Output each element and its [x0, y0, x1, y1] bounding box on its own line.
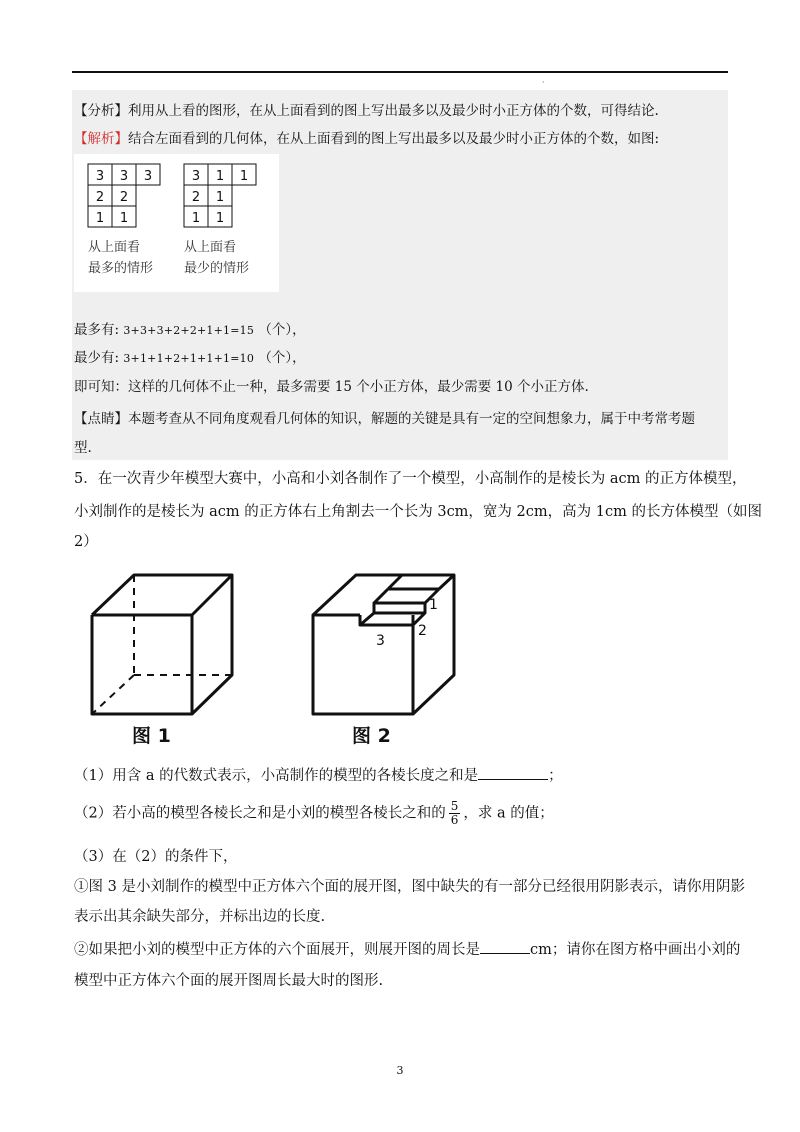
grid-least-cell: 1 — [191, 211, 201, 226]
question-3b-blank[interactable] — [480, 939, 530, 954]
comment-tag: 【点睛】 — [74, 411, 128, 427]
question-3a-line-2: 表示出其余缺失部分，并标出边的长度. — [74, 909, 326, 925]
question-3a-line-1: ①图 3 是小刘制作的模型中正方体六个面的展开图，图中缺失的有一部分已经很用阴影表示，请你用阴影 — [74, 879, 745, 895]
question-2-text: （2）若小高的模型各棱长之和是小刘的模型各棱长之和的 — [74, 805, 446, 822]
most-formula — [74, 318, 306, 338]
fig1-caption: 图 1 — [132, 725, 171, 747]
comment-line-1 — [74, 407, 695, 427]
least-expression: 3+1+1+2+1+1+1=10 — [123, 352, 255, 365]
fraction-denominator: 6 — [450, 813, 459, 827]
question-3: （3）在（2）的条件下， — [74, 849, 238, 865]
grid-least-cell: 1 — [239, 169, 249, 184]
grid-most-cell: 3 — [119, 169, 129, 184]
grid-most-cell: 3 — [95, 169, 105, 184]
question-3b-text: ②如果把小刘的模型中正方体的六个面展开，则展开图的周长是 — [74, 942, 480, 958]
grid-least-caption-1: 从上面看 — [184, 240, 237, 255]
header-rule — [72, 71, 728, 73]
fraction — [449, 800, 461, 827]
problem5-line-1: 5．在一次青少年模型大赛中，小高和小刘各制作了一个模型，小高制作的是棱长为 acm 的正方体模型， — [74, 471, 747, 487]
conclusion-line: 即可知：这样的几何体不止一种，最多需要 15 个小正方体，最少需要 10 个小正方体. — [74, 379, 589, 395]
question-1-suffix: ； — [548, 768, 563, 784]
most-expression: 3+3+3+2+2+1+1=15 — [123, 324, 255, 337]
least-unit: （个）， — [258, 350, 306, 366]
question-3b-line-2: 模型中正方体六个面的展开图周长最大时的图形. — [74, 973, 384, 989]
solution-text: 结合左面看到的几何体，在从上面看到的图上写出最多以及最少时小正方体的个数，如图: — [128, 131, 660, 147]
grid-most-cell: 2 — [95, 190, 105, 205]
question-3b-unit: cm；请你在图方格中画出小刘的 — [530, 942, 741, 958]
grid-most-caption-1: 从上面看 — [88, 240, 141, 255]
grid-least-cell: 1 — [215, 190, 225, 205]
top-view-figure — [74, 154, 279, 292]
fig2-label-2: 2 — [418, 623, 427, 639]
grid-least-cell: 3 — [191, 169, 201, 184]
fig2-label-1: 1 — [429, 597, 438, 613]
question-1 — [74, 764, 563, 785]
solution-tag: 【解析】 — [74, 131, 128, 147]
grid-most-cell: 1 — [119, 211, 129, 226]
grid-most-cell: 2 — [119, 190, 129, 205]
grid-least-cell: 1 — [215, 211, 225, 226]
question-2-suffix: ，求 a 的值； — [463, 805, 554, 822]
comment-line-2: 型. — [74, 440, 92, 456]
most-label: 最多有: — [74, 322, 120, 338]
grid-most-cell: 1 — [95, 211, 105, 226]
grid-least-caption-2: 最少的情形 — [184, 261, 250, 276]
question-1-text: （1）用含 a 的代数式表示，小高制作的模型的各棱长度之和是 — [74, 768, 479, 784]
grid-most-caption-2: 最多的情形 — [88, 261, 154, 276]
grid-least-cell: 2 — [191, 190, 201, 205]
least-formula — [74, 346, 306, 366]
most-unit: （个）， — [258, 322, 306, 338]
solution-line — [74, 127, 659, 147]
cube-figures — [80, 565, 480, 750]
question-3b-line-1 — [74, 938, 740, 959]
comment-text: 本题考查从不同角度观看几何体的知识，解题的关键是具有一定的空间想象力，属于中考常考题 — [128, 411, 695, 427]
fraction-numerator: 5 — [450, 799, 459, 813]
page-number: 3 — [396, 1064, 404, 1077]
fig2-label-3: 3 — [376, 633, 385, 649]
analysis-line — [74, 99, 659, 119]
grid-least-cell: 1 — [215, 169, 225, 184]
problem5-line-3: 2） — [74, 534, 98, 550]
question-2 — [74, 800, 554, 827]
header-dot: · — [542, 78, 545, 87]
problem5-line-2: 小刘制作的是棱长为 acm 的正方体右上角割去一个长为 3cm，宽为 2cm，高为 1cm 的长方体模型（如图 — [74, 504, 762, 520]
question-1-blank[interactable] — [478, 765, 548, 780]
analysis-tag: 【分析】 — [74, 103, 128, 119]
analysis-text: 利用从上看的图形，在从上面看到的图上写出最多以及最少时小正方体的个数，可得结论. — [128, 103, 659, 119]
top-view-grids — [74, 154, 279, 292]
grid-most-cell: 3 — [143, 169, 153, 184]
fig2-caption: 图 2 — [352, 725, 391, 747]
least-label: 最少有: — [74, 350, 120, 366]
